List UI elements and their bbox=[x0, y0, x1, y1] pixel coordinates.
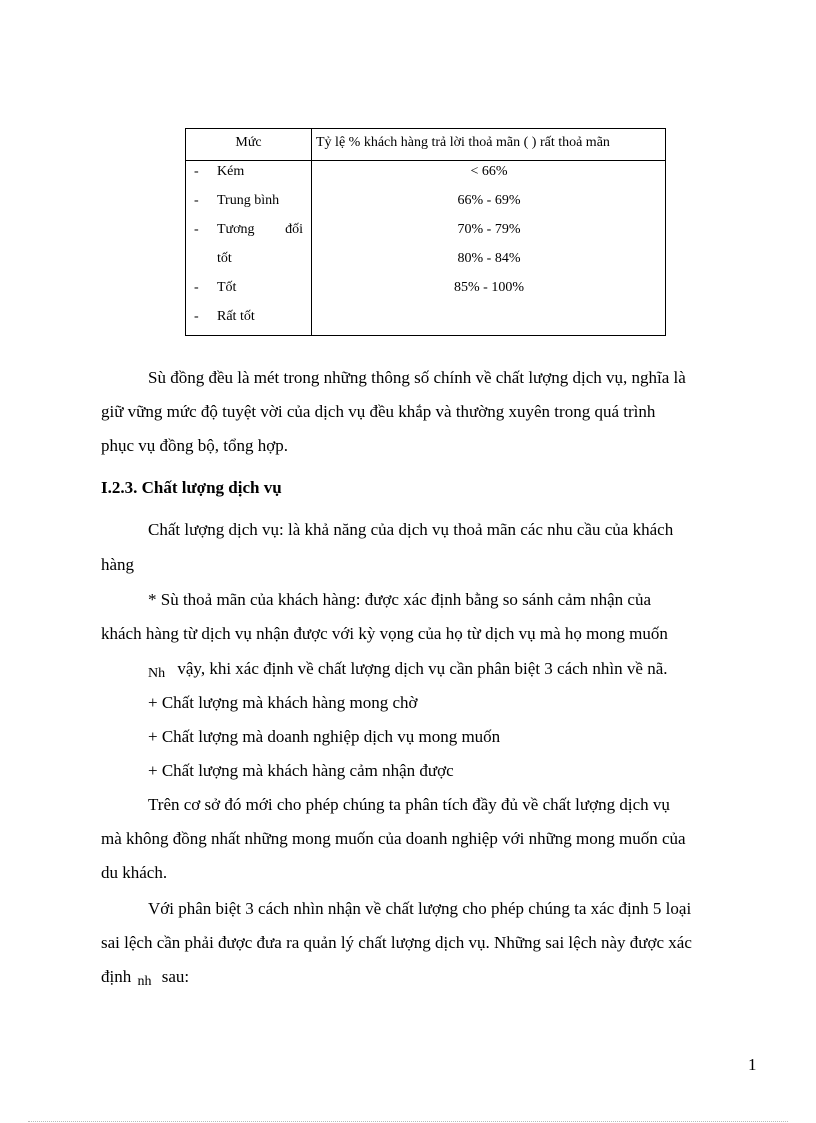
paragraph-line bbox=[101, 967, 189, 987]
rate-value: 80% - 84% bbox=[457, 251, 521, 266]
paragraph-line bbox=[148, 368, 749, 388]
level-label: Tốt bbox=[217, 280, 237, 295]
paragraph-line: * Sù thoả mãn của khách hàng: được xác định bằng so sánh cảm nhận của bbox=[148, 590, 652, 609]
level-label: Trung bình bbox=[217, 193, 280, 208]
row-dash: - bbox=[194, 164, 199, 179]
paragraph-line: Với phân biệt 3 cách nhìn nhận về chất lượng cho phép chúng ta xác định 5 loại bbox=[148, 899, 692, 918]
level-label-part: Tương bbox=[217, 222, 255, 237]
rate-value: 70% - 79% bbox=[457, 222, 521, 237]
paragraph-text: Sù đồng đều là mét trong những thông số chính về chất lượng dịch vụ, nghĩa là bbox=[148, 368, 686, 387]
level-label-part: đối bbox=[285, 222, 303, 237]
row-dash: - bbox=[194, 222, 199, 237]
level-label: tốt bbox=[217, 251, 232, 266]
paragraph-line: Trên cơ sở đó mới cho phép chúng ta phân tích đầy đủ về chất lượng dịch vụ bbox=[148, 795, 670, 814]
section-heading: I.2.3. Chất lượng dịch vụ bbox=[101, 478, 282, 497]
bullet-item: + Chất lượng mà khách hàng mong chờ bbox=[148, 693, 418, 712]
paragraph-line: sai lệch cần phải được đưa ra quản lý chất lượng dịch vụ. Những sai lệch này được xác bbox=[101, 933, 692, 952]
row-dash: - bbox=[194, 280, 199, 295]
bullet-item: + Chất lượng mà doanh nghiệp dịch vụ mong muốn bbox=[148, 727, 501, 746]
paragraph-fragment: nh bbox=[137, 974, 152, 989]
paragraph-text: vậy, khi xác định về chất lượng dịch vụ cần phân biệt 3 cách nhìn về nã. bbox=[177, 659, 668, 678]
table-header-rate: Tỷ lệ % khách hàng trả lời thoả mãn ( ) rất thoả mãn bbox=[316, 135, 610, 150]
row-dash: - bbox=[194, 309, 199, 324]
level-label: Rất tốt bbox=[217, 309, 255, 324]
paragraph-line: mà không đồng nhất những mong muốn của doanh nghiệp với những mong muốn của bbox=[101, 829, 686, 848]
table-header-level: Mức bbox=[235, 135, 262, 150]
paragraph-text: sau: bbox=[161, 967, 190, 986]
paragraph-line: khách hàng từ dịch vụ nhận được với kỳ vọng của họ từ dịch vụ mà họ mong muốn bbox=[101, 624, 668, 643]
paragraph-line: giữ vững mức độ tuyệt vời của dịch vụ đều khắp và thường xuyên trong quá trình bbox=[101, 402, 656, 421]
paragraph-line: du khách. bbox=[101, 863, 168, 882]
row-dash: - bbox=[194, 193, 199, 208]
bullet-item: + Chất lượng mà khách hàng cảm nhận được bbox=[148, 761, 454, 780]
rating-table bbox=[185, 128, 666, 336]
level-label bbox=[217, 222, 303, 238]
paragraph-fragment: Nh bbox=[148, 666, 166, 681]
paragraph-line: Chất lượng dịch vụ: là khả năng của dịch vụ thoả mãn các nhu cầu của khách bbox=[148, 520, 674, 539]
page-number: 1 bbox=[748, 1055, 757, 1074]
page-bottom-border bbox=[28, 1121, 788, 1122]
rate-value: < 66% bbox=[470, 164, 508, 179]
rate-value: 85% - 100% bbox=[454, 280, 524, 295]
table-header-divider bbox=[186, 160, 665, 161]
paragraph-text: định bbox=[101, 967, 132, 986]
paragraph-line: hàng bbox=[101, 555, 135, 574]
paragraph-line: phục vụ đồng bộ, tổng hợp. bbox=[101, 436, 289, 455]
rate-value: 66% - 69% bbox=[457, 193, 521, 208]
paragraph-line bbox=[148, 659, 668, 679]
level-label: Kém bbox=[217, 164, 245, 179]
